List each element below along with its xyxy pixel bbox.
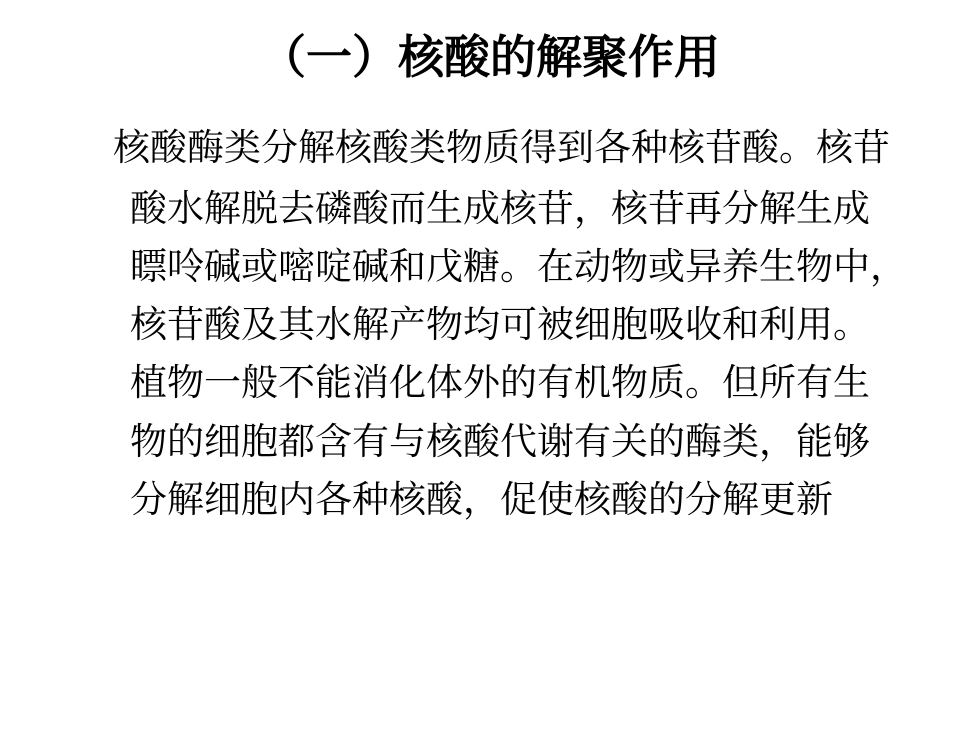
slide-title: （一）核酸的解聚作用 — [260, 30, 720, 84]
body-text-line-3: 瞟呤碱或嘧啶碱和戊糖。在动物或异养生物中， — [130, 245, 907, 288]
body-text-line-2: 酸水解脱去磷酸而生成核苷，核苷再分解生成 — [130, 187, 870, 230]
body-text-line-5: 植物一般不能消化体外的有机物质。但所有生 — [130, 361, 870, 404]
body-text-line-1: 核酸酶类分解核酸类物质得到各种核苷酸。核苷 — [113, 126, 890, 169]
body-text-line-7: 分解细胞内各种核酸，促使核酸的分解更新 — [130, 478, 833, 521]
body-text-line-6: 物的细胞都含有与核酸代谢有关的酶类，能够 — [130, 420, 870, 463]
body-text-line-4: 核苷酸及其水解产物均可被细胞吸收和利用。 — [130, 303, 870, 346]
